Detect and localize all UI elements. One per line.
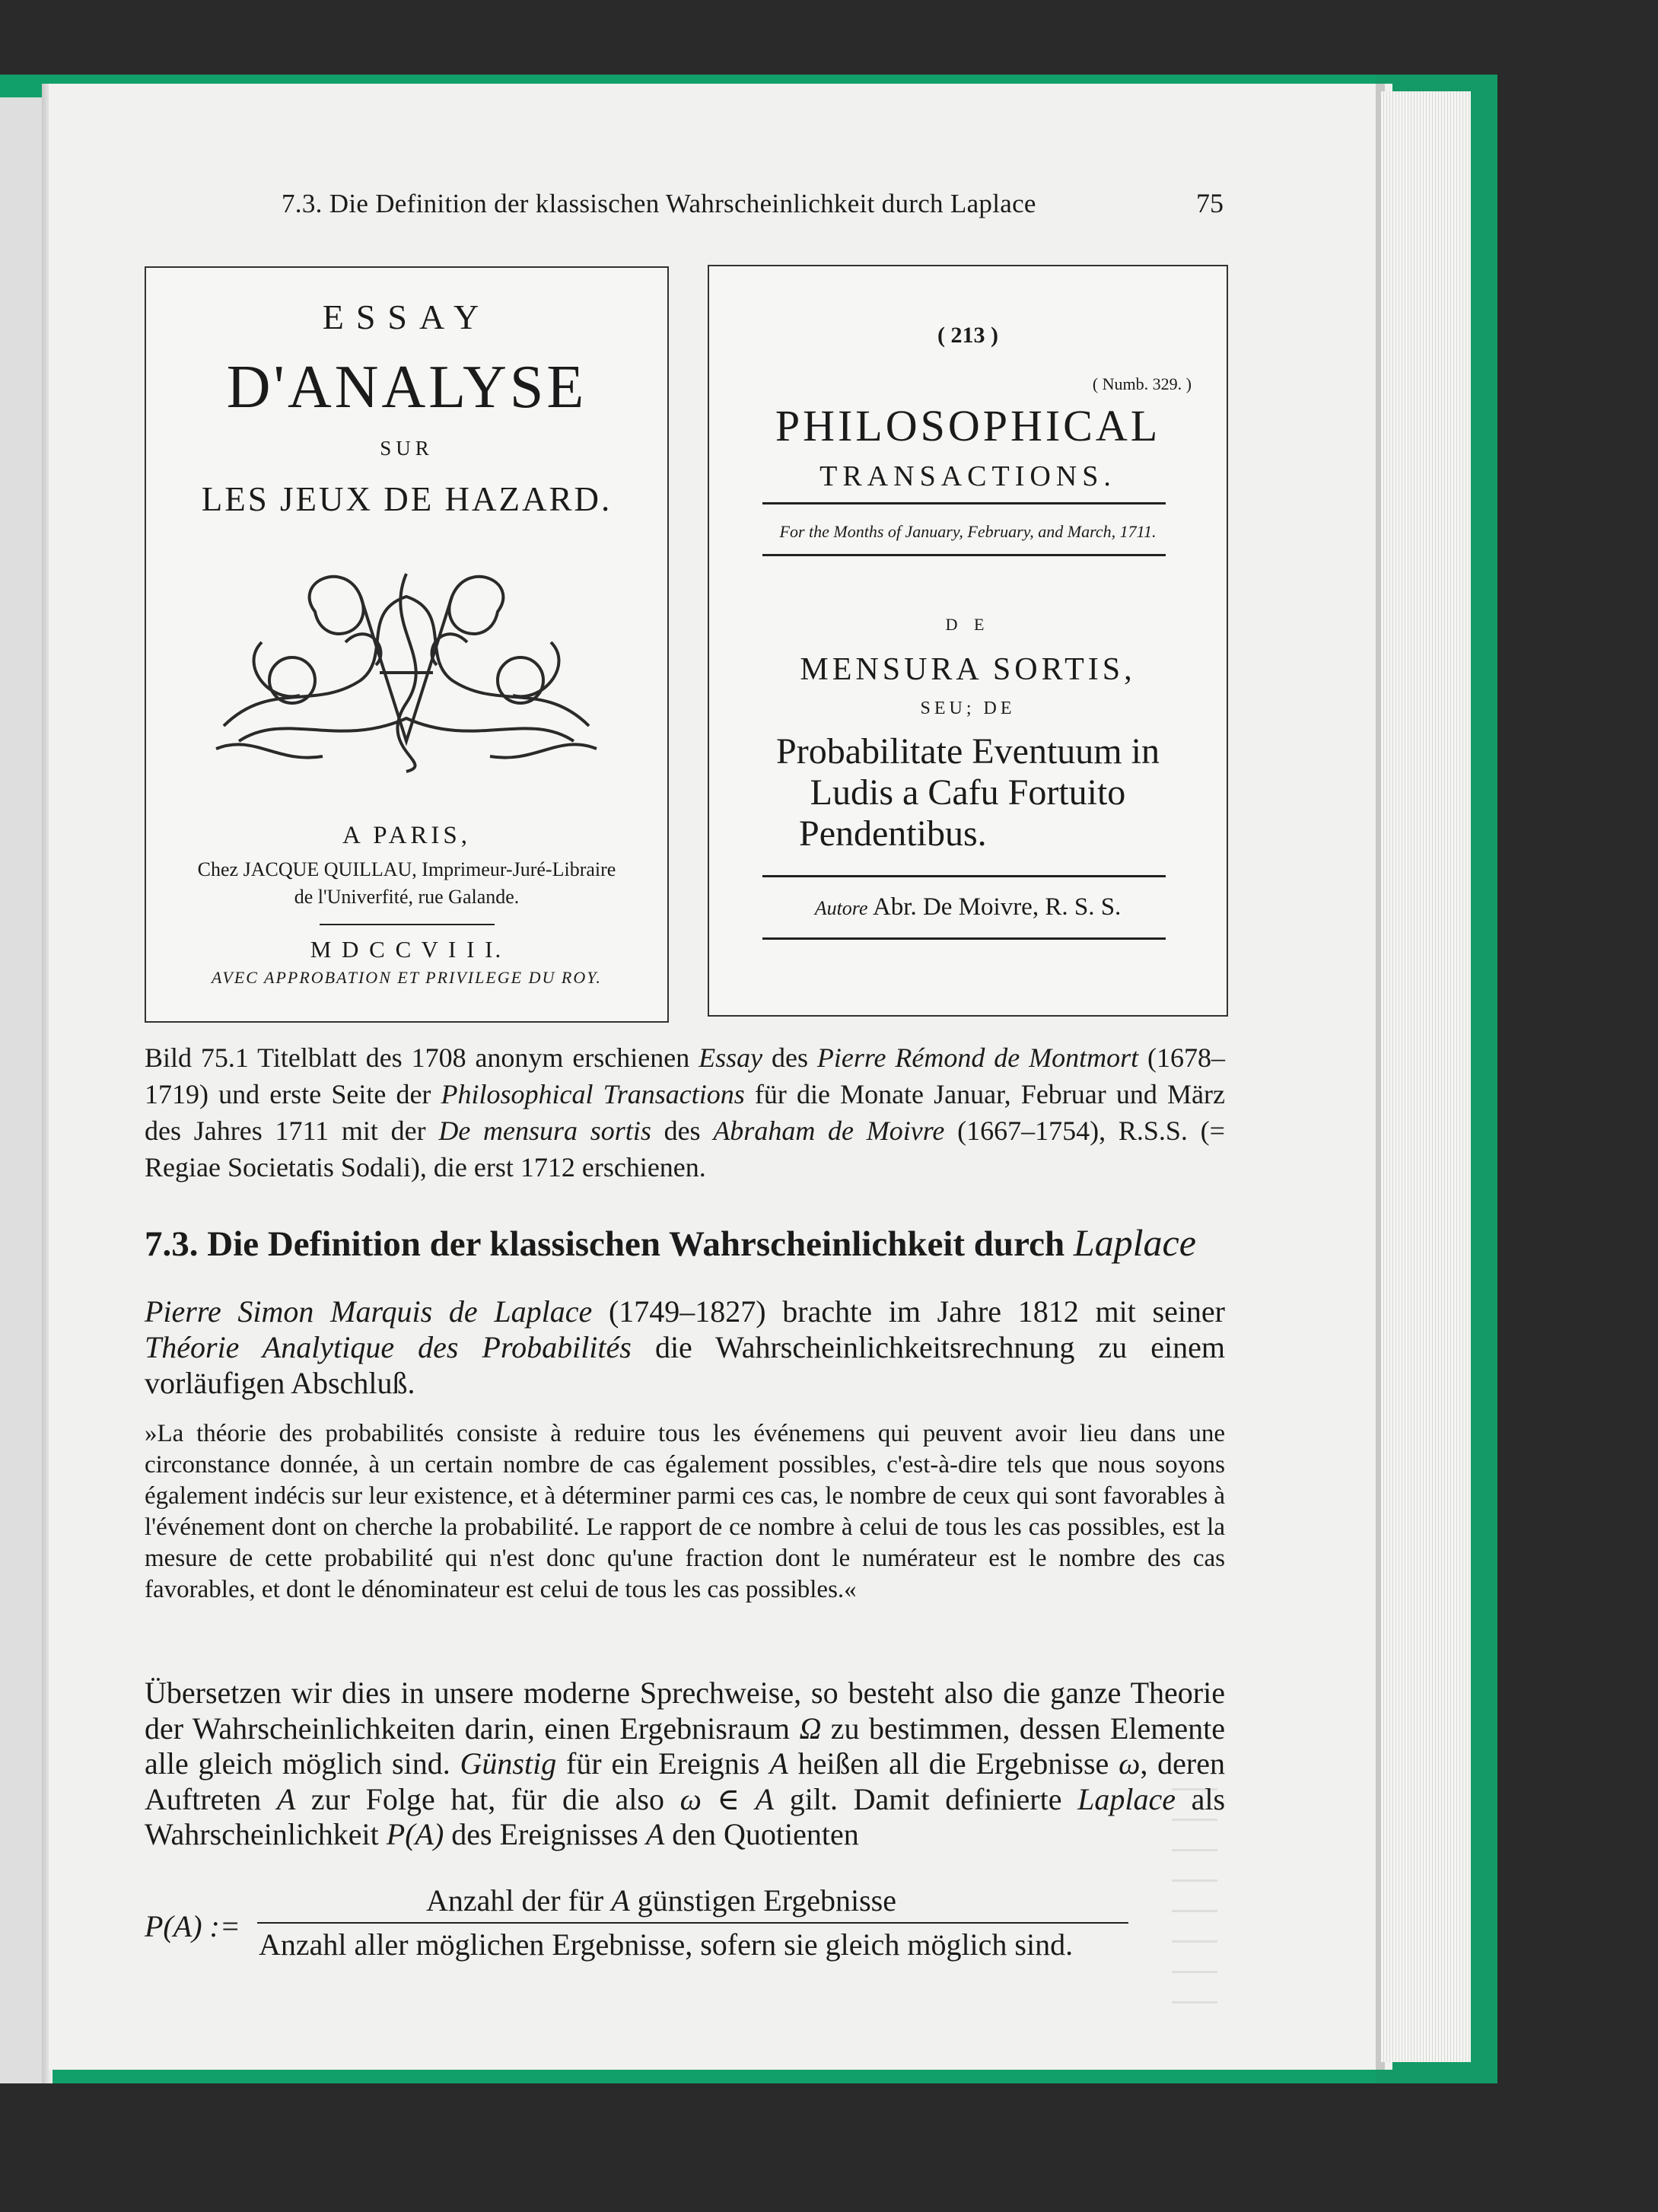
publisher-line-2: de l'Univerfité, rue Galande. [294,886,520,908]
rule-1 [762,502,1166,504]
prob-line-3: Pendentibus. [799,813,987,854]
jeux-line: LES JEUX DE HAZARD. [201,480,613,518]
paragraph-laplace: Pierre Simon Marquis de Laplace (1749–1827) brachte im Jahre 1812 mit seiner Théorie Analytique des Probabilités die Wahrscheinlichkeitsrechnung zu einem vorläufigen Abschluß. [145,1294,1226,1400]
author-prefix: Autore [814,897,868,919]
rule-3 [762,875,1166,877]
publisher-line-1: Chez JACQUE QUILLAU, Imprimeur-Juré-Libraire [197,858,616,880]
author-line [709,893,1227,921]
philosophical-line: PHILOSOPHICAL [775,401,1161,450]
section-heading: 7.3. Die Definition der klassischen Wahrscheinlichkeit durch Laplace [145,1221,1196,1264]
fraction-bar [257,1922,1128,1924]
place-line: A PARIS, [342,822,472,849]
rule-4 [762,937,1166,940]
mensura-line: MENSURA SORTIS, [800,652,1136,687]
numb-line: ( Numb. 329. ) [1092,374,1192,393]
formula-denominator: Anzahl aller möglichen Ergebnisse, sofern sie gleich möglich sind. [259,1927,1074,1962]
prob-line-1: Probabilitate Eventuum in [776,731,1160,772]
prob-line-2: Ludis a Cafu Fortuito [810,772,1126,813]
de-line: D E [945,615,991,634]
formula-numerator: Anzahl der für A günstigen Ergebnisse [426,1883,897,1918]
analyse-line: D'ANALYSE [226,354,587,421]
months-line: For the Months of January, February, and March, 1711. [779,522,1157,541]
paragraph-translation: Übersetzen wir dies in unsere moderne Sprechweise, so besteht also die ganze Theorie der Wahrscheinlichkeiten darin, einen Ergebnisraum Ω zu bestimmen, dessen Elemente alle gleich möglich sind. Günstig für ein Ereignis A heißen all die Ergebnisse ω, deren Auftreten A zur Folge hat, für die also ω ∈ A gilt. Damit definierte Laplace als Wahrscheinlichkeit P(A) des Ereignisses A den Quotienten [145,1676,1226,1851]
divider-rule [320,924,495,925]
page-number: 75 [1196,188,1224,218]
sur-line: SUR [380,437,434,460]
monogram-ornament [208,551,604,779]
figure-caption: Bild 75.1 Titelblatt des 1708 anonym erschienen Essay des Pierre Rémond de Montmort (1678–1719) und erste Seite der Philosophical Transactions für die Monate Januar, Februar und März des Jahres 1711 mit der De mensura sortis des Abraham de Moivre (1667–1754), R.S.S. (= Regiae Societatis Sodali), die erst 1712 erschienen. [145,1042,1225,1182]
privilege-line: AVEC APPROBATION ET PRIVILEGE DU ROY. [212,968,602,987]
transactions-line: TRANSACTIONS. [819,460,1116,492]
running-header: 7.3. Die Definition der klassischen Wahrscheinlichkeit durch Laplace [282,189,1036,218]
author-name: Abr. De Moivre, R. S. S. [872,893,1122,921]
figure-philosophical-transactions-page [708,265,1228,1017]
formula-lhs: P(A) := [145,1909,240,1943]
figure-essay-title-page [145,266,669,1023]
laplace-quote: »La théorie des probabilités consiste à reduire tous les événemens qui peuvent avoir lieu dans une circonstance donnée, à un certain nombre de cas également possibles, c'est-à-dire tels que nous soyons également indécis sur leur existence, et à déterminer parmi ces cas, le nombre de ceux qui sont favorables à l'événement dont on cherche la probabilité. Le rapport de ce nombre à celui de tous les cas possibles, est la mesure de cette probabilité qui n'est donc qu'une fraction dont le numérateur est le nombre des cas favorables, et dont le dénominateur est celui de tous les cas possibles.« [145,1420,1225,1603]
page-213: ( 213 ) [937,323,998,348]
page-stack-edge [1381,91,1471,2062]
rule-2 [762,554,1166,556]
essay-line: ESSAY [322,298,492,336]
seu-line: SEU; DE [920,699,1016,718]
year-line: M D C C V I I I. [310,936,504,963]
left-page-edge [0,97,42,2083]
